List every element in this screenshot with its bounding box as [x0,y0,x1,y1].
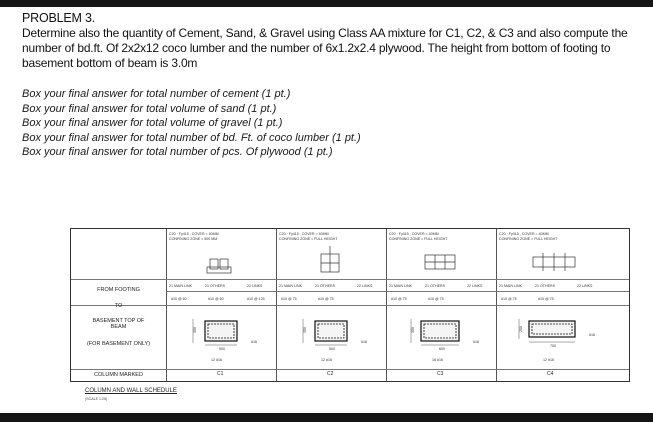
column-schedule-table [70,228,630,382]
c2-bars: 12 #16 [321,358,332,362]
c4-others-spacing: #10 @ 75 [538,297,554,301]
schedule-title: COLUMN AND WALL SCHEDULE [85,388,177,394]
answer-coco-lumber: Box your final answer for total number of bd. Ft. of coco lumber (1 pt.) [22,131,361,144]
bottom-dark-bar [0,413,653,422]
c3-mark: C3 [437,371,444,377]
answer-plywood: Box your final answer for total number of pcs. Of plywood (1 pt.) [22,146,333,159]
c2-mark: C2 [327,371,334,377]
c2-elevation-sketch [313,246,353,278]
row-line-column-marked [71,369,629,370]
label-from-footing: FROM FOOTING [97,287,140,293]
c1-bars: 12 #16 [211,358,222,362]
label-to: TO [114,303,123,309]
top-dark-bar [0,0,653,7]
c2-main-link: 21 MAIN LINK [279,284,302,288]
c2-others: 21 OTHERS [315,284,335,288]
c3-links: 22 LINKS [467,284,483,288]
c4-links: 22 LINKS [577,284,593,288]
answer-gravel: Box your final answer for total volume of gravel (1 pt.) [22,117,283,130]
c3-note-zone: CONFINING ZONE = FULL HEIGHT [389,237,448,241]
c4-others: 21 OTHERS [535,284,555,288]
c1-elevation-sketch [204,251,244,277]
schedule-scale: (SCALE 1:25) [85,397,108,401]
c4-dim-height: 200 [519,326,523,332]
c4-side-bar: #16 [589,333,595,337]
label-column-marked: COLUMN MARKED [94,372,143,378]
c2-note-material: C20 · Fy415 , COVER = 40MM [279,232,329,236]
problem-title: PROBLEM 3. [22,11,96,25]
c1-main-link: 21 MAIN LINK [169,284,192,288]
c1-note-material: C20 · Fy415 , COVER = 40MM [169,232,219,236]
label-for-basement: (FOR BASEMENT ONLY) [86,341,151,347]
c2-side-bar: #16 [361,340,367,344]
c1-main-spacing: #10 @ 60 [171,297,187,301]
c3-bars: 16 #16 [432,358,443,362]
c4-main-spacing: #10 @ 75 [501,297,517,301]
c4-elevation-sketch [529,249,583,277]
c3-main-spacing: #10 @ 75 [391,297,407,301]
c4-dim-width: 700 [550,344,556,348]
c3-dim-height: 350 [411,327,415,333]
answer-cement: Box your final answer for total number of cement (1 pt.) [22,88,291,100]
c4-bars: 12 #16 [543,358,554,362]
label-basement-top: BASEMENT TOP OF BEAM [92,318,145,330]
problem-text [22,11,644,71]
c4-main-link: 21 MAIN LINK [499,284,522,288]
c2-links: 22 LINKS [357,284,373,288]
answer-instructions [22,87,622,160]
c4-note-material: C20 · Fy415 , COVER = 40MM [499,232,549,236]
c3-side-bar: #16 [473,340,479,344]
c2-dim-height: 350 [303,327,307,333]
c1-section-sketch [191,311,247,351]
c1-dim-width: 500 [219,347,225,351]
c1-mark: C1 [217,371,224,377]
c3-elevation-sketch [419,249,469,277]
c1-links-spacing: #10 @ 125 [247,297,265,301]
c2-note-zone: CONFINING ZONE = FULL HEIGHT [279,237,338,241]
c3-dim-width: 600 [439,347,445,351]
answer-sand: Box your final answer for total volume of sand (1 pt.) [22,102,277,115]
row-line-header [71,279,629,280]
c3-main-link: 21 MAIN LINK [389,284,412,288]
c1-others: 21 OTHERS [205,284,225,288]
c3-others-spacing: #10 @ 75 [428,297,444,301]
c3-others: 21 OTHERS [425,284,445,288]
c1-others-spacing: #10 @ 60 [208,297,224,301]
row-line-subheader [166,291,629,292]
c1-links: 22 LINKS [247,284,263,288]
c4-note-zone: CONFINING ZONE = FULL HEIGHT [499,237,558,241]
c2-dim-width: 500 [329,347,335,351]
c1-side-bar: #16 [251,340,257,344]
c1-dim-height: 350 [193,327,197,333]
c1-note-zone: CONFINING ZONE = 500 MM [169,237,218,241]
c2-section-sketch [301,311,357,351]
c4-mark: C4 [547,371,554,377]
c2-others-spacing: #10 @ 75 [318,297,334,301]
c3-section-sketch [409,311,469,351]
c2-main-spacing: #10 @ 75 [281,297,297,301]
problem-statement: Determine also the quantity of Cement, Sand, & Gravel using Class AA mixture for C1, C2, & C3 and also compute the number of bd.ft. Of 2x2x12 coco lumber and the number of 6x1.2x2.4 plywood. The height from bottom of footing to basement bottom of beam is 3.0m [22,26,628,70]
c3-note-material: C20 · Fy415 , COVER = 40MM [389,232,439,236]
